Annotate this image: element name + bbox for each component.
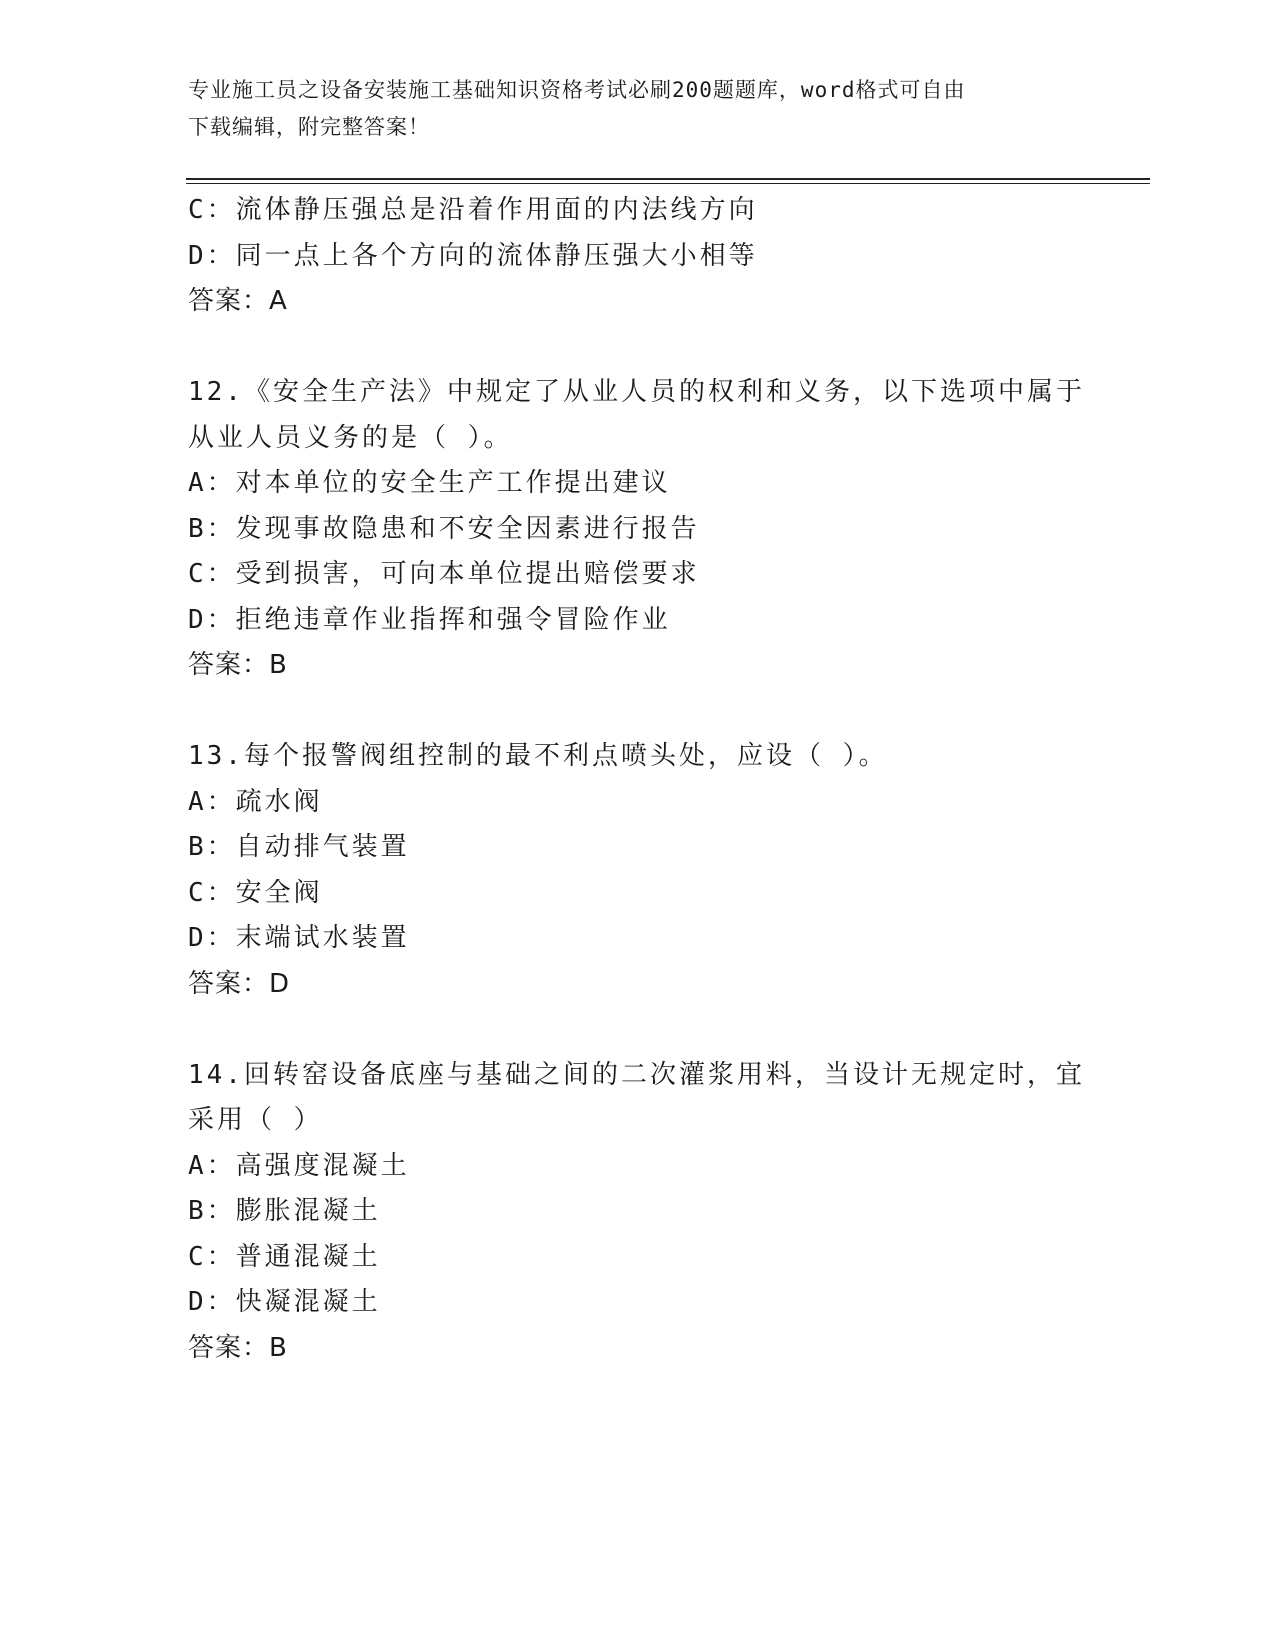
question-list [188, 188, 1088, 1371]
option-a: A：疏水阀 [188, 786, 323, 817]
option-b: B：发现事故隐患和不安全因素进行报告 [188, 513, 700, 544]
option-d: D：拒绝违章作业指挥和强令冒险作业 [188, 604, 671, 635]
answer-line: 答案：D [188, 968, 291, 999]
question-block-12 [188, 370, 1088, 689]
spacer [188, 1007, 1088, 1053]
spacer [188, 325, 1088, 371]
question-stem-continued: 采用（ ） [188, 1105, 323, 1135]
question-stem: 13.每个报警阀组控制的最不利点喷头处，应设（ ）。 [188, 741, 888, 771]
question-block-13 [188, 734, 1088, 1007]
header-title-line-1: 专业施工员之设备安装施工基础知识资格考试必刷200题题库，word格式可自由 [188, 78, 966, 102]
option-b: B：自动排气装置 [188, 832, 410, 862]
option-c: C：流体静压强总是沿着作用面的内法线方向 [188, 195, 758, 225]
option-a: A：高强度混凝土 [188, 1150, 410, 1181]
option-d: D：快凝混凝土 [188, 1287, 381, 1317]
answer-line: 答案：A [188, 286, 288, 316]
option-b: B：膨胀混凝土 [188, 1196, 381, 1226]
answer-line: 答案：B [188, 650, 288, 680]
option-c: C：受到损害，可向本单位提出赔偿要求 [188, 559, 700, 589]
header-divider-thin [186, 183, 1150, 184]
question-stem: 12.《安全生产法》中规定了从业人员的权利和义务，以下选项中属于 [188, 377, 1085, 407]
question-block-14 [188, 1053, 1088, 1372]
question-stem: 14.回转窑设备底座与基础之间的二次灌浆用料，当设计无规定时，宜 [188, 1059, 1085, 1090]
answer-line: 答案：B [188, 1332, 288, 1363]
header-divider-thick [186, 178, 1150, 180]
spacer [188, 689, 1088, 735]
question-block-partial [188, 188, 1088, 325]
question-stem-continued: 从业人员义务的是（ ）。 [188, 422, 513, 453]
header-title-line-2: 下载编辑，附完整答案！ [188, 115, 430, 139]
option-c: C：安全阀 [188, 877, 323, 908]
option-c: C：普通混凝土 [188, 1241, 381, 1272]
document-header [188, 72, 1068, 146]
option-a: A：对本单位的安全生产工作提出建议 [188, 468, 671, 498]
option-d: D：末端试水装置 [188, 923, 410, 953]
option-d: D：同一点上各个方向的流体静压强大小相等 [188, 240, 758, 271]
